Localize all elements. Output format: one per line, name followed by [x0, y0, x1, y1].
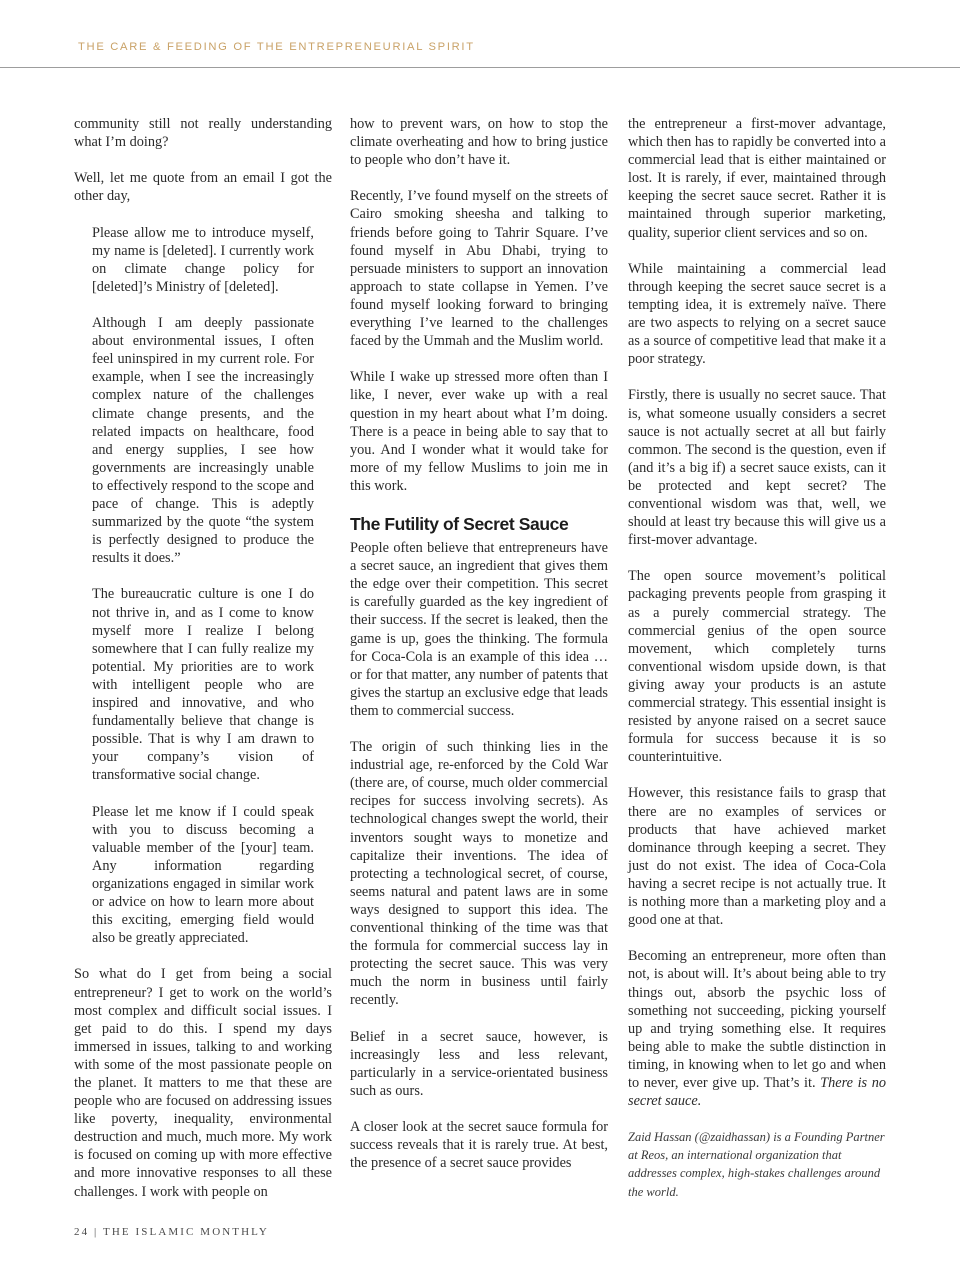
body-paragraph: Recently, I’ve found myself on the streets of Cairo smoking sheesha and talking to friends before going to Tahrir Square. I’ve found myself in Abu Dhabi, trying to persuade ministers to support an innovation approach to state collapse in Yemen. I’ve found myself looking forward to bringing everything I’ve learned to the challenges faced by the Ummah and the Muslim world.	[350, 188, 608, 350]
header-divider	[0, 67, 960, 68]
body-paragraph: the entrepreneur a first-mover advantage, which then has to rapidly be converted into a commercial lead that is either maintained or lost. It is rarely, if ever, maintained through keeping the secret sauce secret. Rather it is maintained through superior marketing, quality, superior client services and so on.	[628, 116, 886, 241]
section-heading: The Futility of Secret Sauce	[350, 514, 569, 535]
body-paragraph: The origin of such thinking lies in the industrial age, re-enforced by the Cold War (there are, of course, much older commercial recipes for success involving secrets). As technological changes swept the world, their inventors sought ways to monetize and capitalize their inventions. The idea of protecting a technological secret, of course, seems natural and patent laws are in some ways designed to support this idea. The conventional thinking of the time was that the formula for commercial success lay in protecting the secret sauce. This was very much the norm in business until fairly recently.	[350, 739, 608, 1009]
quote-paragraph: Although I am deeply passionate about environmental issues, I often feel uninspired in my current role. For example, when I see the increasingly complex nature of the challenges climate change presents, and the related impacts on healthcare, food and energy supplies, I see how governments are increasingly unable to effectively respond to the scope and pace of change. This is adeptly summarized by the quote “the system is perfectly designed to produce the results it does.”	[92, 315, 314, 567]
body-paragraph: A closer look at the secret sauce formula for success reveals that it is rarely true. At best, the presence of a secret sauce provides	[350, 1119, 608, 1172]
column-2	[350, 115, 608, 1190]
body-paragraph: While maintaining a commercial lead through keeping the secret sauce secret is a tempting idea, it is extremely naïve. There are two aspects to relying on a secret sauce as a source of competitive lead that make it a poor strategy.	[628, 260, 886, 368]
author-bio: Zaid Hassan (@zaidhassan) is a Founding Partner at Reos, an international organization that addresses complex, high-stakes challenges around the world.	[628, 1130, 885, 1199]
quote-paragraph: Please let me know if I could speak with you to discuss becoming a valuable member of the [your] team. Any information regarding organizations engaged in similar work or advice on how to learn more about this exciting, emerging field would also be greatly appreciated.	[92, 803, 314, 947]
body-paragraph: Belief in a secret sauce, however, is increasingly less and less relevant, particularly in a service-orientated business such as ours.	[350, 1028, 608, 1099]
body-paragraph: Firstly, there is usually no secret sauce. That is, what someone usually considers a secret sauce is not actually secret at all but fairly common. The second is the question, even if (and it’s a big if) a secret sauce exists, can it be protected and kept secret? The conventional wisdom was that, well, we should at least try because this will give us a first-mover advantage.	[628, 387, 886, 549]
column-1	[74, 115, 332, 1219]
closing-text: Becoming an entrepreneur, more often than not, is about will. It’s about being able to try things out, absorb the psychic loss of something not succeeding, picking yourself up and trying something else. It requires being able to make the subtle distinction in timing, in knowing when to let go and when to never, ever give up. That’s it.	[628, 948, 886, 1091]
email-blockquote	[74, 224, 314, 948]
quote-paragraph: The bureaucratic culture is one I do not thrive in, and as I come to know myself more I realize I belong somewhere that I can fully realize my potential. My priorities are to work with intelligent people who are inspired and innovative, and who fundamentally believe that change is possible. That is why I am drawn to your company’s vision of transformative social change.	[92, 586, 314, 784]
closing-italic: There is no secret sauce.	[628, 1074, 887, 1110]
body-paragraph: how to prevent wars, on how to stop the climate overheating and how to bring justice to people who don’t have it.	[350, 116, 608, 169]
body-paragraph: However, this resistance fails to grasp that there are no examples of services or products that have achieved market dominance through keeping a secret. They just do not exist. The idea of Coca-Cola having a secret recipe is not actually true. It is nothing more than a marketing ploy and a good one at that.	[628, 785, 886, 929]
body-paragraph: The open source movement’s political packaging prevents people from grasping it as a purely commercial strategy. The commercial genius of the open source movement, which completely turns conventional wisdom upside down, is that giving away your products is an astute commercial strategy. This essential insight is resisted by anyone raised on a secret sauce formula for success because it is so counterintuitive.	[628, 568, 886, 766]
quote-paragraph: Please allow me to introduce myself, my name is [deleted]. I currently work on climate change policy for [deleted]’s Ministry of [deleted].	[92, 224, 314, 295]
body-paragraph: People often believe that entrepreneurs have a secret sauce, an ingredient that gives them the edge over their competition. This secret is carefully guarded as the key ingredient of their success. If the secret is leaked, then the game is up, goes the thinking. The formula for Coca-Cola is an example of this idea … or for that matter, any number of patents that gives the startup an exclusive edge that leads them to commercial success.	[350, 540, 608, 719]
closing-paragraph	[628, 947, 886, 1110]
page-folio: 24 | THE ISLAMIC MONTHLY	[74, 1226, 269, 1238]
running-head: THE CARE & FEEDING OF THE ENTREPRENEURIAL SPIRIT	[78, 41, 475, 53]
body-paragraph: community still not really understanding what I’m doing?	[74, 116, 332, 151]
body-paragraph: So what do I get from being a social entrepreneur? I get to work on the world’s most complex and difficult social issues. I get paid to do this. I spend my days immersed in issues, talking to and working with some of the most passionate people on the planet. It matters to me that these are people who are focused on addressing issues like poverty, inequality, environmental destruction and much, much more. My work is focused on coming up with more effective and more innovative responses to all these challenges. I work with people on	[74, 966, 332, 1200]
body-paragraph: While I wake up stressed more often than I like, I never, ever wake up with a real question in my heart about what I’m doing. There is a peace in being able to say that to you. And I wonder what it would take for more of my fellow Muslims to join me in this work.	[350, 369, 608, 494]
body-paragraph: Well, let me quote from an email I got the other day,	[74, 170, 332, 205]
column-3	[628, 115, 886, 1219]
